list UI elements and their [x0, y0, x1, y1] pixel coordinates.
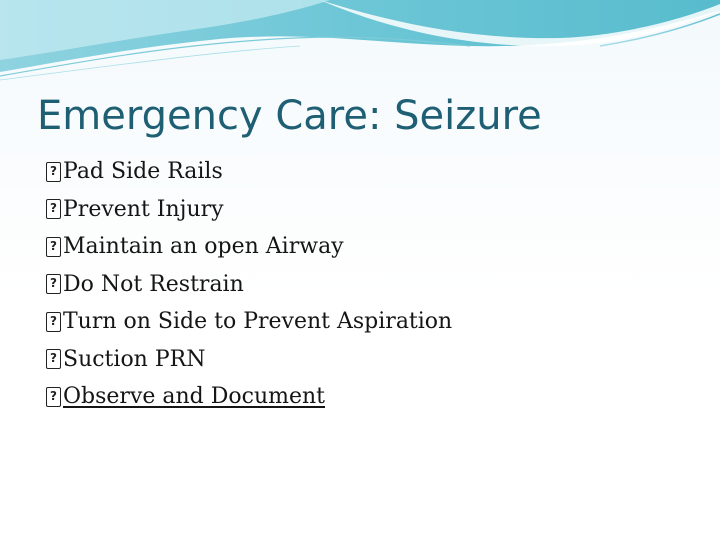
- missing-glyph-icon: [46, 274, 61, 294]
- bullet-text: Suction PRN: [63, 346, 206, 372]
- bullet-text: Do Not Restrain: [63, 271, 244, 297]
- missing-glyph-icon: [46, 199, 61, 219]
- missing-glyph-icon: [46, 162, 61, 182]
- bullet-item-turn-on-side: [46, 303, 452, 341]
- bullet-item-observe-document: [46, 378, 452, 416]
- bullet-list: [46, 153, 452, 416]
- bullet-item-pad-side-rails: [46, 153, 452, 191]
- bullet-item-do-not-restrain: [46, 266, 452, 304]
- missing-glyph-icon: [46, 312, 61, 332]
- bullet-text: Pad Side Rails: [63, 159, 223, 185]
- slide-title: Emergency Care: Seizure: [37, 93, 542, 139]
- bullet-item-maintain-airway: [46, 228, 452, 266]
- bullet-item-suction-prn: [46, 341, 452, 379]
- missing-glyph-icon: [46, 387, 61, 407]
- missing-glyph-icon: [46, 349, 61, 369]
- bullet-text: Observe and Document: [63, 384, 326, 410]
- bullet-text: Prevent Injury: [63, 196, 224, 222]
- bullet-item-prevent-injury: [46, 191, 452, 229]
- missing-glyph-icon: [46, 237, 61, 257]
- bullet-text: Turn on Side to Prevent Aspiration: [63, 309, 453, 335]
- bullet-text: Maintain an open Airway: [63, 234, 344, 260]
- header-wave-decoration: [0, 0, 720, 90]
